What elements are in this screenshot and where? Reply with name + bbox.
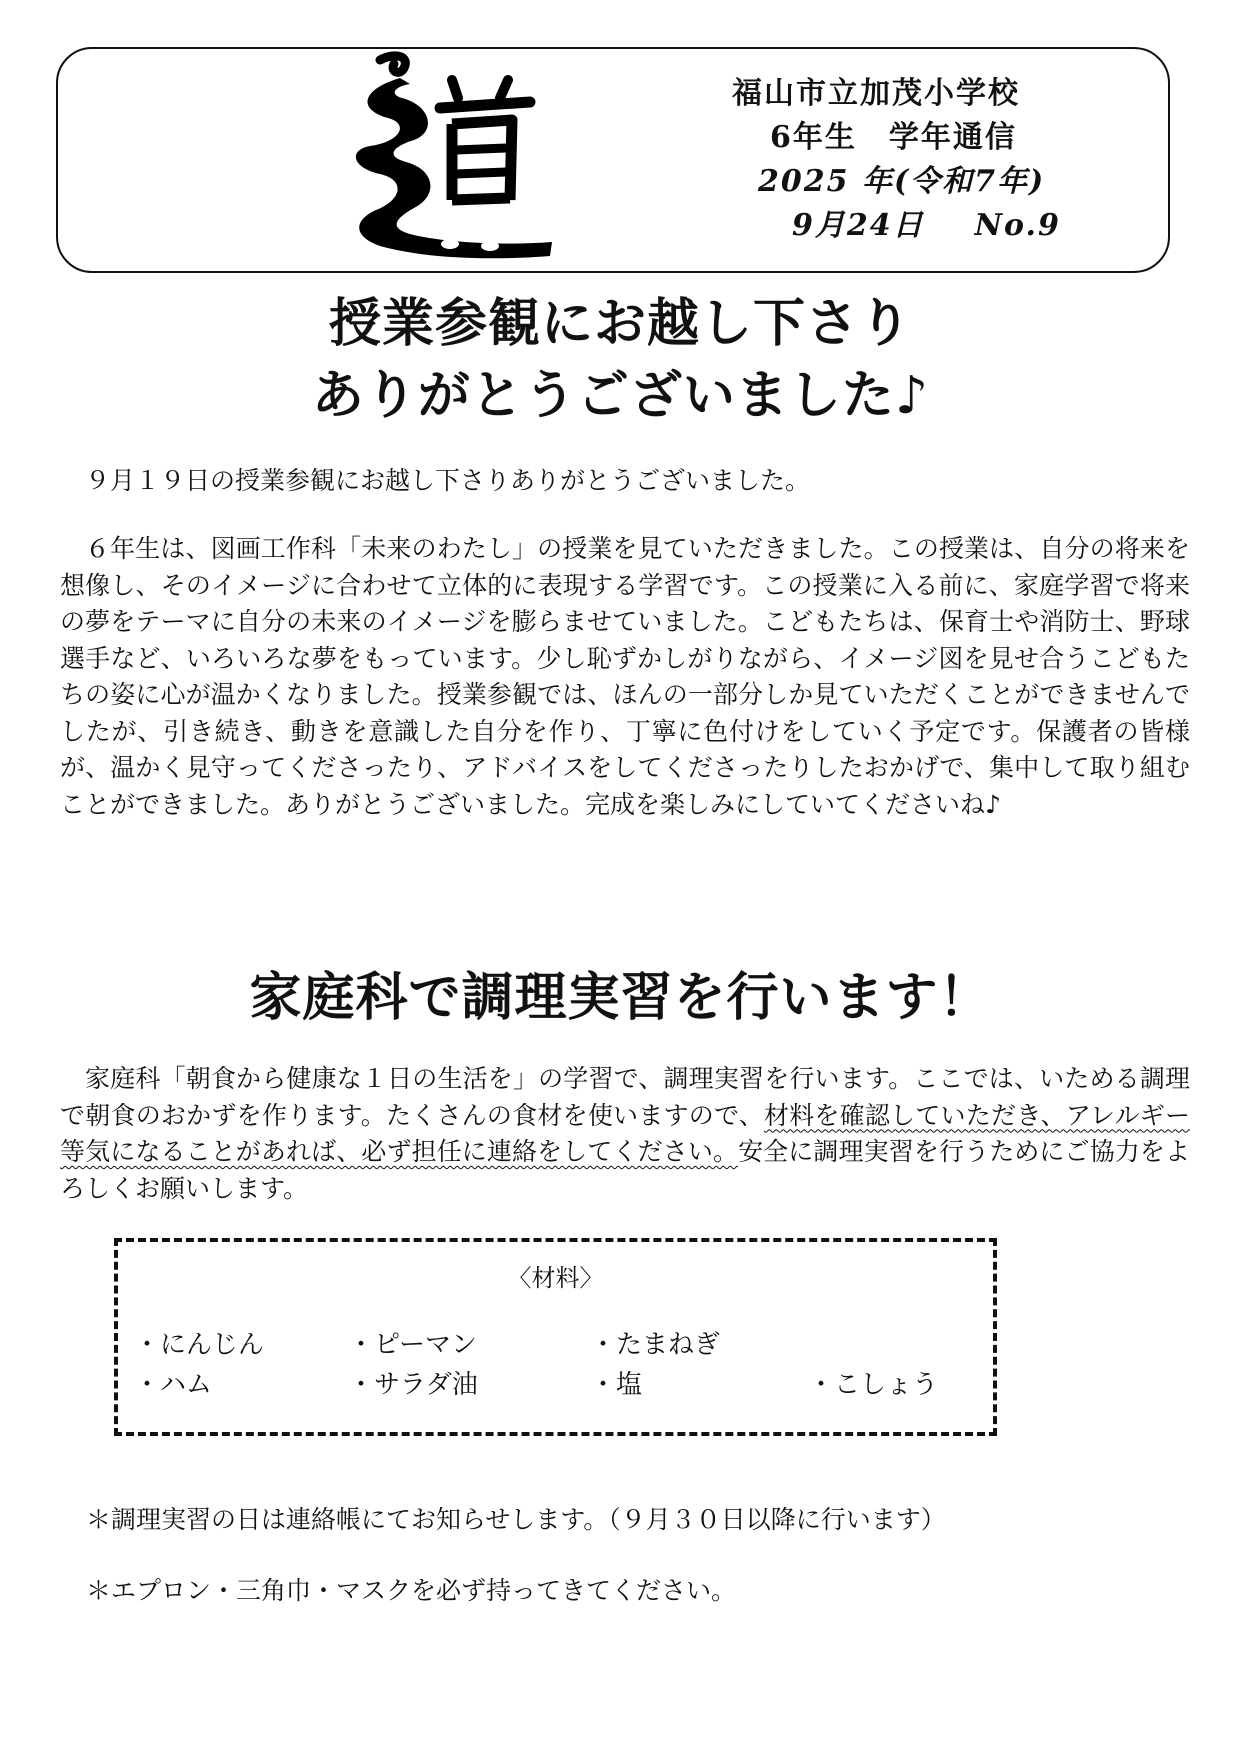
material-item: ・にんじん (134, 1330, 265, 1360)
section1-paragraph-2: ６年生は、図画工作科「未来のわたし」の授業を見ていただきました。この授業は、自分の将来を想像し、そのイメージに合わせて立体的に表現する学習です。この授業に入る前に、家庭学習で将来の夢をテーマに自分の未来のイメージを膨らませていました。こどもたちは、保育士や消防士、野球選手など、いろいろな夢をもっています。少し恥ずかしがりながら、イメージ図を見せ合うこどもたちの姿に心が温かくなりました。授業参観では、ほんの一部分しか見ていただくことができませんでしたが、引き続き、動きを意識した自分を作り、丁寧に色付けをしていく予定です。保護者の皆様が、温かく見守ってくださったり、アドバイスをしてくださったりしたおかげで、集中して取り組むことができました。ありがとうございました。完成を楽しみにしていてくださいね♪ (60, 534, 1190, 819)
section2-text-before: 家庭科「朝食から健康な１日の生活を」の学習で、調理実習を行います。ここでは、いためる調理で朝食のおかずを作ります。たくさんの食材を使いますので、 (60, 1064, 1190, 1130)
date-issue-line (720, 204, 1100, 248)
material-item: ・ハム (134, 1370, 213, 1400)
section1-paragraph-1: ９月１９日の授業参観にお越し下さりありがとうございました。 (85, 466, 811, 495)
section1-heading (0, 288, 1241, 432)
material-item: ・塩 (590, 1370, 643, 1400)
materials-box (114, 1238, 997, 1436)
material-item: ・ピーマン (348, 1330, 477, 1360)
year-label: 2025 年(令和7年) (758, 164, 1046, 199)
materials-title: 〈材料〉 (507, 1264, 604, 1292)
issue-number: No.9 (974, 208, 1061, 243)
school-info (720, 72, 1100, 248)
issue-date: 9月24日 (792, 208, 925, 243)
note-bring-items: ＊エプロン・三角巾・マスクを必ず持ってきてください。 (86, 1576, 737, 1605)
section2-text-after: 安全に調理実習を行うためにご協力をよろしくお願いします。 (60, 1137, 1190, 1203)
road-michi-calligraphy-logo (340, 50, 600, 270)
section1-heading-line2: ありがとうございました♪ (311, 366, 930, 426)
grade-title: 6年生 学年通信 (770, 120, 1017, 155)
note-cooking-date: ＊調理実習の日は連絡帳にてお知らせします。（９月３０日以降に行います） (86, 1505, 946, 1534)
section2-underlined-notice: 材料を確認していただき、アレルギー等気になることがあれば、必ず担任に連絡をしてください。 (60, 1100, 1190, 1166)
material-item: ・サラダ油 (348, 1370, 478, 1400)
material-item: ・こしょう (808, 1370, 939, 1400)
section2-paragraph (60, 1061, 1190, 1207)
section2-heading: 家庭科で調理実習を行います！ (249, 968, 992, 1028)
section1-heading-line1: 授業参観にお越し下さり (328, 294, 912, 354)
material-item: ・たまねぎ (590, 1330, 721, 1360)
school-name: 福山市立加茂小学校 (732, 76, 1020, 111)
